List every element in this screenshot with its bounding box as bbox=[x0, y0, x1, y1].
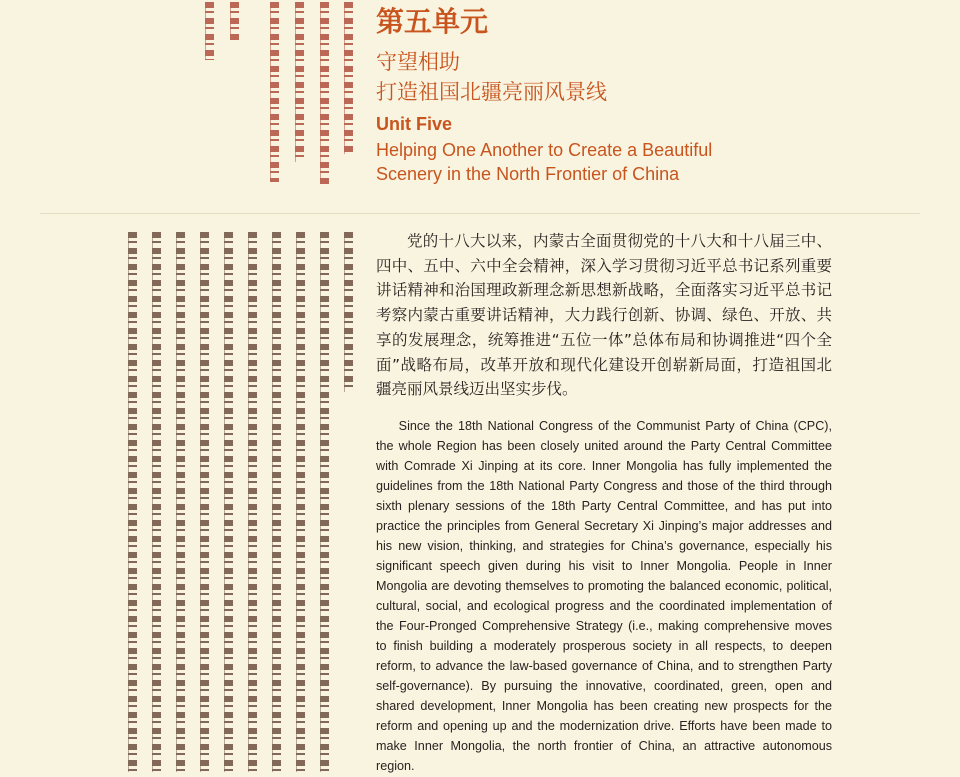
mongolian-text-column bbox=[200, 232, 209, 772]
mongolian-text-column bbox=[344, 232, 353, 392]
mongolian-text-column bbox=[224, 232, 233, 772]
mongolian-text-column bbox=[176, 232, 185, 772]
mongolian-title-column bbox=[270, 2, 279, 182]
paragraph-cn: 党的十八大以来，内蒙古全面贯彻党的十八大和十八届三中、四中、五中、六中全会精神，深入学习贯彻习近平总书记系列重要讲话精神和治国理政新理念新思想新战略，全面落实习近平总书记考察内蒙古重要讲话精神，大力践行创新、协调、绿色、开放、共享的发展理念，统筹推进“五位一体”总体布局和协调推进“四个全面”战略布局，改革开放和现代化建设开创崭新局面，打造祖国北疆亮丽风景线迈出坚实步伐。 bbox=[376, 232, 832, 399]
subtitle-en-line2: Scenery in the North Frontier of China bbox=[376, 164, 680, 184]
mongolian-text-column bbox=[128, 232, 137, 772]
mongolian-title-column bbox=[230, 2, 239, 40]
mongolian-text-column bbox=[320, 232, 329, 772]
paragraph-en: Since the 18th National Congress of the Communist Party of China (CPC), the whole Region has been closely united around the Party Central Committee with Comrade Xi Jinping at its core. Inner Mongolia has fully implemented the guidelines from the 18th National Party Congress and those of the third through sixth plenary sessions of the 18th Party Central Committee, and has put into practice the principles from General Secretary Xi Jinping’s major addresses and his new vision, thinking, and strategies for China’s governance, especially his significant speech given during his visit to Inner Mongolia. People in Inner Mongolia are devoting themselves to promoting the balanced economic, political, cultural, social, and ecological progress and the coordinated implementation of the Four-Pronged Comprehensive Strategy (i.e., making comprehensive moves to finish building a moderately prosperous society in all respects, to deepen reform, to advance the law-based governance of China, and to strengthen Party self-governance). By pursuing the innovative, coordinated, green, open and shared development, Inner Mongolia has been creating new prospects for the reform and opening up and the modernization drive. Efforts have been made to make Inner Mongolia, the north frontier of China, an attractive autonomous region. bbox=[376, 419, 832, 773]
mongolian-text-column bbox=[272, 232, 281, 772]
mongolian-text-column bbox=[152, 232, 161, 772]
header-divider bbox=[40, 213, 920, 214]
mongolian-text-column bbox=[296, 232, 305, 772]
mongolian-title-column bbox=[295, 2, 304, 162]
subtitle-cn-line1: 守望相助 bbox=[376, 50, 460, 74]
mongolian-text-column bbox=[248, 232, 257, 772]
subtitle-cn-line2: 打造祖国北疆亮丽风景线 bbox=[376, 80, 607, 104]
mongolian-title-column bbox=[320, 2, 329, 184]
subtitle-en-line1: Helping One Another to Create a Beautiful bbox=[376, 140, 713, 160]
unit-title-en: Unit Five bbox=[376, 114, 453, 134]
mongolian-title-column bbox=[344, 2, 353, 154]
unit-title-cn: 第五单元 bbox=[376, 5, 489, 38]
mongolian-title-column bbox=[205, 2, 214, 60]
